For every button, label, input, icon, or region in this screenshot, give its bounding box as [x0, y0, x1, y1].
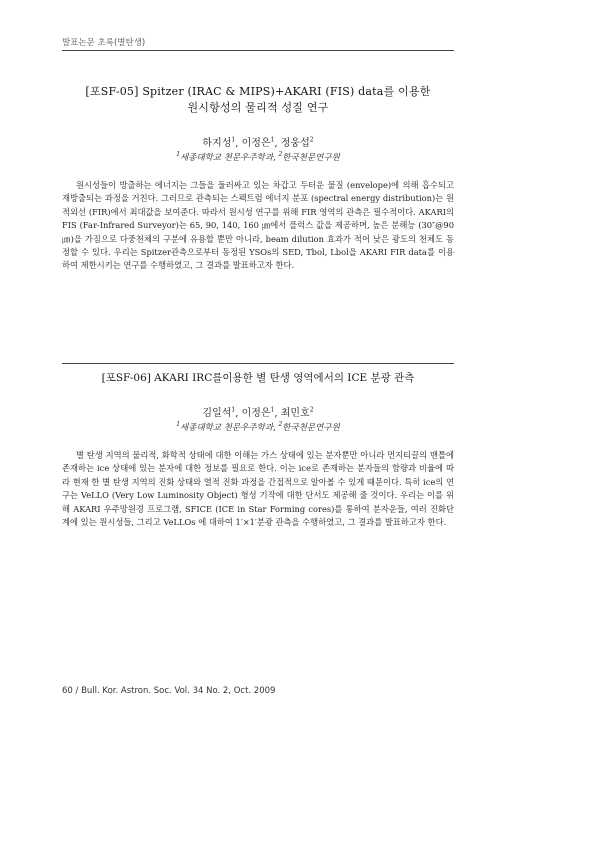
affil-mark: 1 — [176, 421, 181, 429]
affiliation-name: 세종대학교 천문우주학과 — [180, 423, 274, 433]
author-name: 김일석 — [202, 408, 232, 419]
author-affil-mark: 2 — [309, 136, 314, 144]
author-affil-mark: 1 — [270, 406, 275, 414]
affil-mark: 2 — [278, 421, 283, 429]
author-name: 최민호 — [280, 408, 310, 419]
section-divider — [62, 363, 454, 364]
abstract-title — [62, 84, 454, 116]
affil-mark: 2 — [278, 151, 283, 159]
abstract-body: 별 탄생 지역의 물리적, 화학적 상태에 대한 이해는 가스 상태에 있는 분자뿐만 아니라 먼지티끌의 맨틀에 존재하는 ice 상태에 있는 분자에 대한 정보를 필요로 한다. 이는 ice로 존재하는 분자들의 함량과 비율에 따라 현재 한 별 탄생 지역의 진화 상태와 열적 진화 과정을 간접적으로 알아볼 수 있게 때문이다. 특히 ice의 연구는 VeLLO (Very Low Luminosity Object) 형성 기작에 대한 단서도 제공해 줄 것이다. 우리는 이를 위해 AKARI 우주망원경 프로그램, SFICE (ICE in Star Forming cores)를 통하여 분자운들, 여러 진화단계에 있는 원시성들, 그리고 VeLLOs 에 대하여 1′×1′분광 관측을 수행하였고, 그 결과를 발표하고자 한다. — [62, 450, 454, 528]
abstract-title: [포SF-06] AKARI IRC를이용한 별 탄생 영역에서의 ICE 분광 관측 — [101, 372, 415, 384]
abstract-title-line2: 원시항성의 물리적 성질 연구 — [187, 101, 329, 114]
abstract-sf05 — [62, 84, 454, 273]
abstract-body: 원시성들이 방출하는 에너지는 그들을 둘러싸고 있는 차갑고 두터운 물질 (envelope)에 의해 흡수되고 재방출되는 과정을 거친다. 그러므로 관측되는 스펙트럼 에너지 분포 (spectral energy distribution)는 원적외선 (FIR)에서 최대값을 보여준다. 따라서 원시성 연구를 위해 FIR 영역의 관측은 필수적이다. AKARI의 FIS (Far-Infrared Surveyor)는 65, 90, 140, 160 ㎛에서 플럭스 값을 제공하며, 높은 분해능 (30″@90 ㎛)을 가짐으로 다중천체의 구분에 유용할 뿐만 아니라, beam dilution 효과가 적어 낮은 광도의 천체도 동정할 수 있다. 우리는 Spitzer관측으로부터 동정된 YSOs의 SED, Tbol, Lbol을 AKARI FIR data를 이용하여 제한시키는 연구를 수행하였고, 그 결과를 발표하고자 한다. — [62, 180, 454, 271]
header-rule — [62, 50, 454, 51]
affiliation-name: 세종대학교 천문우주학과 — [180, 153, 274, 163]
affiliation-name: 한국천문연구원 — [282, 153, 340, 163]
author-affil-mark: 2 — [309, 406, 314, 414]
author-name: 이정은 — [241, 138, 271, 149]
running-header: 발표논문 초록(별탄생) — [62, 38, 146, 48]
author-name: 하지성 — [202, 138, 232, 149]
affiliation-name: 한국천문연구원 — [282, 423, 340, 433]
affiliation-list: $^1$세종대학교 천문우주학과, $^2$한국천문연구원 — [176, 151, 340, 163]
author-affil-mark: 1 — [231, 136, 236, 144]
page-footer-citation: 60 / Bull. Kor. Astron. Soc. Vol. 34 No. 2, Oct. 2009 — [62, 686, 276, 696]
author-name: 이정은 — [241, 408, 271, 419]
author-name: 정웅섭 — [280, 138, 310, 149]
author-affil-mark: 1 — [231, 406, 236, 414]
author-list: 김일석$^1$, 이정은$^1$, 최민호$^2$ — [202, 406, 314, 419]
abstract-sf06 — [62, 370, 454, 529]
affil-mark: 1 — [176, 151, 181, 159]
affiliation-list: $^1$세종대학교 천문우주학과, $^2$한국천문연구원 — [176, 421, 340, 433]
abstract-title-line1: [포SF-05] Spitzer (IRAC & MIPS)+AKARI (FIS) data를 이용한 — [85, 85, 431, 98]
author-affil-mark: 1 — [270, 136, 275, 144]
author-list: 하지성$^1$, 이정은$^1$, 정웅섭$^2$ — [202, 136, 314, 149]
